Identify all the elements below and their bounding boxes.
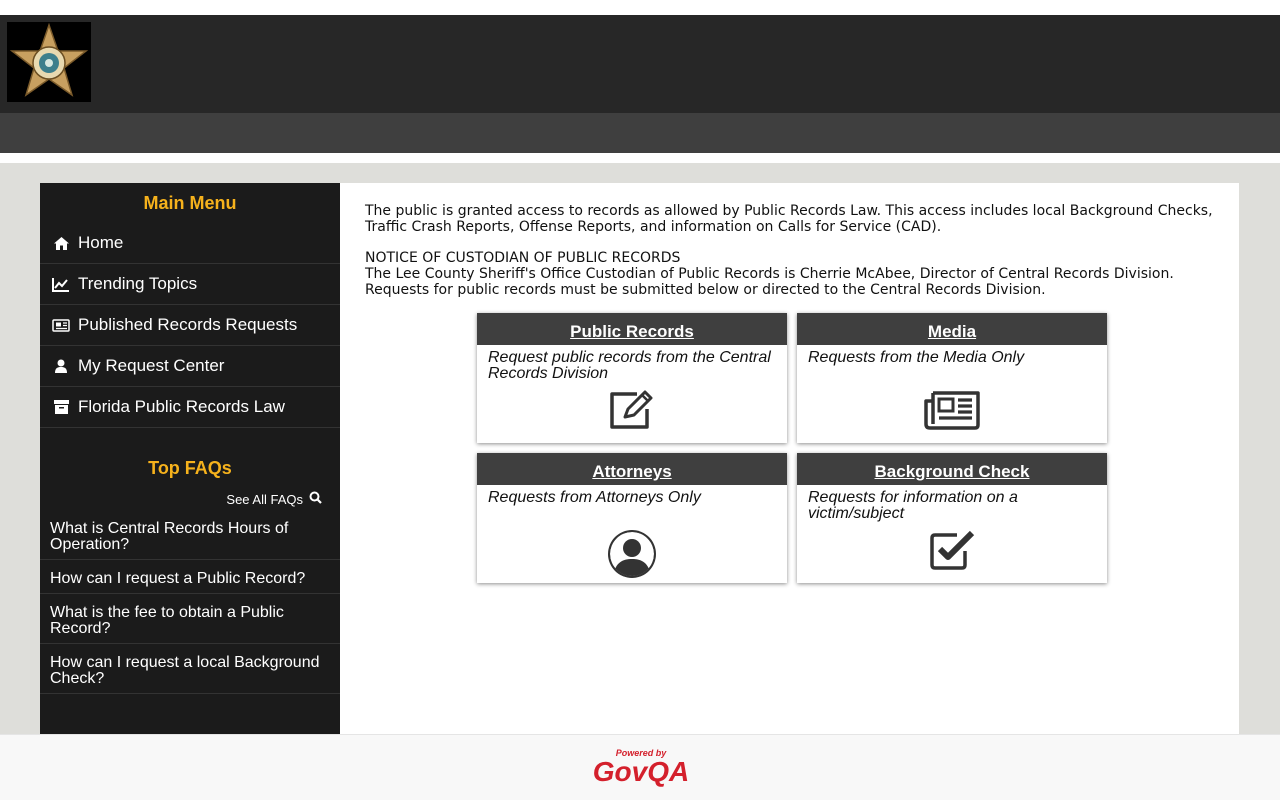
sidebar-item-trending-topics[interactable]: [40, 264, 340, 305]
custodian-notice: [365, 250, 1225, 298]
sidebar-item-published-records[interactable]: [40, 305, 340, 346]
sidebar-item-label: Florida Public Records Law: [78, 397, 285, 416]
top-faqs-title: Top FAQs: [148, 458, 232, 478]
card-description: Requests from the Media Only: [808, 349, 1025, 366]
sidebar-item-label: My Request Center: [78, 356, 225, 375]
nav-bar: [0, 113, 1280, 153]
sidebar-item-label: Published Records Requests: [78, 315, 298, 334]
home-icon: [51, 237, 71, 250]
see-all-faqs-link[interactable]: See All FAQs: [40, 488, 340, 510]
notice-line: Requests for public records must be submitted below or directed to the Central Records Division.: [365, 282, 1046, 298]
newspaper-icon: [51, 319, 71, 332]
powered-by-text: Powered by: [615, 748, 667, 758]
card-title-link[interactable]: Media: [797, 313, 1107, 345]
card-title-link[interactable]: Attorneys: [477, 453, 787, 485]
main-content: [340, 183, 1239, 734]
sheriff-badge-logo[interactable]: [7, 22, 91, 102]
sidebar-item-my-request-center[interactable]: [40, 346, 340, 387]
newspaper-icon: [797, 389, 1107, 431]
search-icon: [309, 491, 322, 507]
intro-text: The public is granted access to records as allowed by Public Records Law. This access includes local Background Checks, Traffic Crash Reports, Offense Reports, and information on Calls for Service (CAD).: [365, 203, 1213, 235]
faq-item[interactable]: How can I request a Public Record?: [40, 560, 340, 594]
card-attorneys[interactable]: [477, 453, 787, 583]
govqa-powered-by-logo[interactable]: [590, 747, 692, 787]
notice-line: The Lee County Sheriff's Office Custodian of Public Records is Cherrie McAbee, Director of Central Records Division.: [365, 266, 1174, 282]
user-icon: [51, 359, 71, 373]
card-background-check[interactable]: [797, 453, 1107, 583]
faq-item[interactable]: How can I request a local Background Check?: [40, 644, 340, 694]
notice-heading: NOTICE OF CUSTODIAN OF PUBLIC RECORDS: [365, 250, 681, 266]
check-square-icon: [797, 529, 1107, 571]
sidebar-item-florida-law[interactable]: [40, 387, 340, 428]
sidebar-item-label: Home: [78, 233, 124, 252]
main-menu-title: Main Menu: [143, 193, 237, 213]
sidebar-item-home[interactable]: [40, 223, 340, 264]
faq-item[interactable]: What is the fee to obtain a Public Record?: [40, 594, 340, 644]
faq-item[interactable]: What is Central Records Hours of Operation?: [40, 510, 340, 560]
card-title-link[interactable]: Background Check: [797, 453, 1107, 485]
card-description: Requests from Attorneys Only: [488, 489, 701, 506]
card-public-records[interactable]: [477, 313, 787, 443]
card-media[interactable]: [797, 313, 1107, 443]
line-chart-icon: [51, 277, 71, 292]
footer: [0, 734, 1280, 800]
card-title-link[interactable]: Public Records: [477, 313, 787, 345]
card-description: Requests for information on a victim/subject: [808, 489, 1018, 522]
edit-icon: [477, 389, 787, 431]
site-header: [0, 15, 1280, 113]
archive-icon: [51, 400, 71, 414]
sidebar-item-label: Trending Topics: [78, 274, 198, 293]
card-description: Request public records from the Central Records Division: [488, 349, 771, 382]
sidebar: [40, 183, 340, 734]
govqa-brand-text: GovQA: [592, 756, 690, 787]
user-circle-icon: [477, 529, 787, 579]
